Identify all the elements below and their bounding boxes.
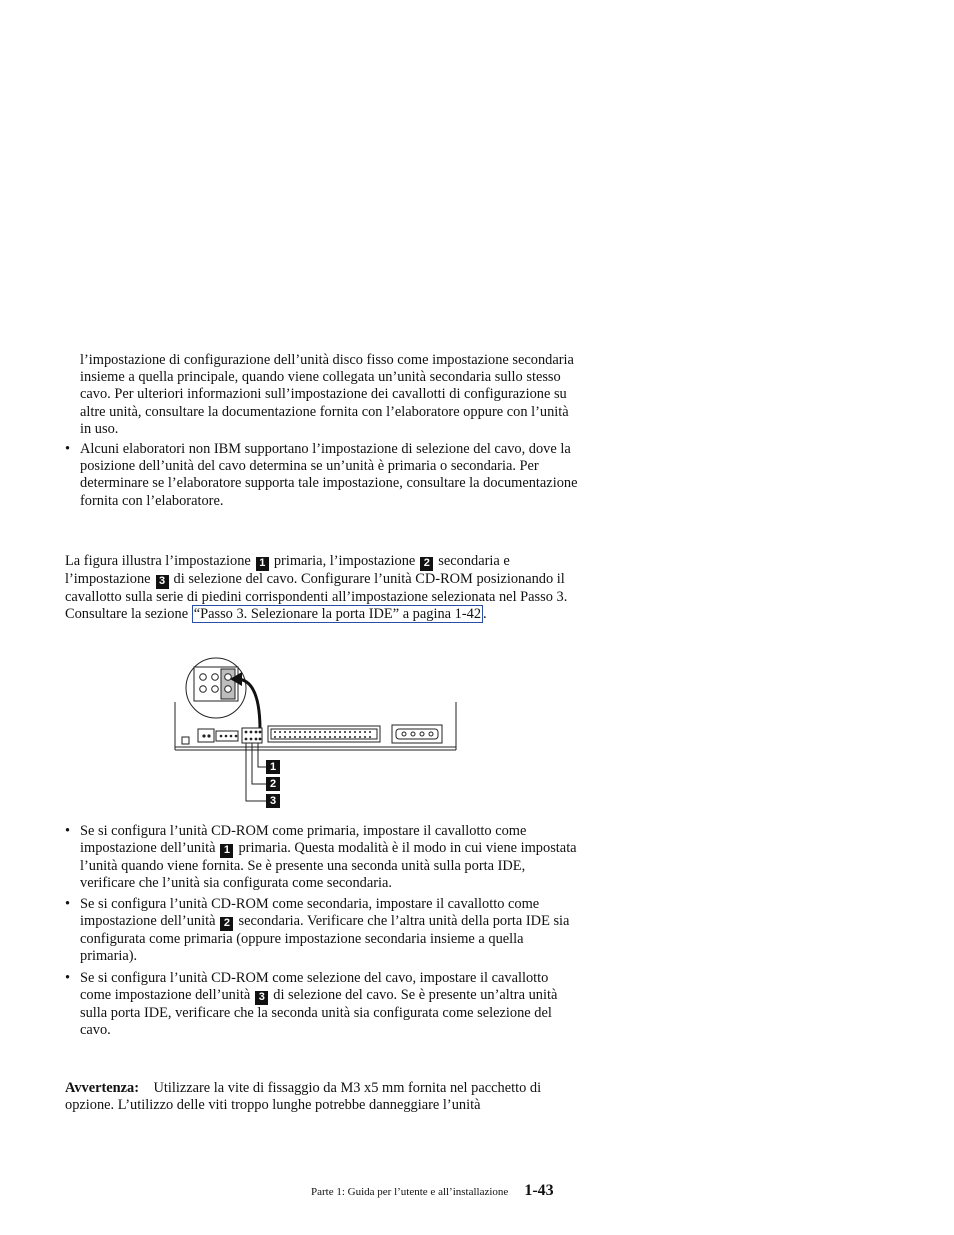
- rear-panel-diagram: [172, 650, 462, 812]
- jumper-figure: [172, 650, 462, 812]
- intro-continued-paragraph: l’impostazione di configurazione dell’unità disco fisso come impostazione secondaria insieme a quella principale, quando viene collegata un’unità secondaria sullo stesso cavo. Per ulteriori informazioni sull’impostazione dei cavallotti di configurazione su altre unità, consultare la documentazione fornita con l’elaboratore oppure con l’unità in uso.: [80, 352, 574, 437]
- bullet-marker: •: [65, 970, 71, 986]
- callout-2: 2: [220, 917, 233, 931]
- callout-3: 3: [156, 575, 169, 589]
- bullet-marker: •: [65, 441, 71, 457]
- warning-paragraph: Avvertenza: Utilizzare la vite di fissaggio da M3 x5 mm fornita nel pacchetto di opzione. L’utilizzo delle viti troppo lunghe potrebbe danneggiare l’unità: [65, 1080, 542, 1114]
- passo-3-link[interactable]: “Passo 3. Selezionare la porta IDE” a pagina 1-42: [193, 606, 482, 623]
- bullet-marker: •: [65, 823, 71, 839]
- bullet-primary: Se si configura l’unità CD-ROM come primaria, impostare il cavallotto come impostazione dell’unità 1 primaria. Questa modalità è il modo in cui viene impostata l’unità quando viene fornita. Se è presente una seconda unità sulla porta IDE, verificare che l’unità sia configurata come secondaria.: [80, 823, 577, 892]
- bullet-secondary: Se si configura l’unità CD-ROM come secondaria, impostare il cavallotto come impostazione dell’unità 2 secondaria. Verificare che l’altra unità della porta IDE sia configurata come primaria (oppure impostazione secondaria insieme a quella primaria).: [80, 896, 570, 965]
- callout-2: 2: [420, 557, 433, 571]
- bullet-non-ibm: Alcuni elaboratori non IBM supportano l’impostazione di selezione del cavo, dove la posizione dell’unità del cavo determina se un’unità è primaria o secondaria. Per determinare se l’elaboratore supporta tale impostazione, consultare la documentazione fornita con l’elaboratore.: [80, 441, 578, 509]
- page-number: 1-43: [524, 1182, 554, 1199]
- callout-1: 1: [256, 557, 269, 571]
- warning-label: Avvertenza:: [65, 1080, 140, 1096]
- figure-label-1: 1: [266, 760, 280, 774]
- callout-3: 3: [255, 991, 268, 1005]
- bullet-marker: •: [65, 896, 71, 912]
- callout-1: 1: [220, 844, 233, 858]
- figure-intro-paragraph: La figura illustra l’impostazione 1 primaria, l’impostazione 2 secondaria e l’impostazione 3 di selezione del cavo. Configurare l’unità CD-ROM posizionando il cavallotto sulla serie di piedini corrispondenti all’impostazione selezionata nel Passo 3. Consultare la sezione “Passo 3. Selezionare la porta IDE” a pagina 1-42 .: [65, 553, 568, 623]
- figure-label-3: 3: [266, 794, 280, 808]
- bullet-cable-select: Se si configura l’unità CD-ROM come selezione del cavo, impostare il cavallotto come impostazione dell’unità 3 di selezione del cavo. Se è presente un’altra unità sulla porta IDE, verificare che la seconda unità sia configurata come selezione del cavo.: [80, 970, 558, 1039]
- figure-label-2: 2: [266, 777, 280, 791]
- footer-text: Parte 1: Guida per l’utente e all’installazione: [311, 1186, 509, 1198]
- page-footer: [311, 1182, 581, 1200]
